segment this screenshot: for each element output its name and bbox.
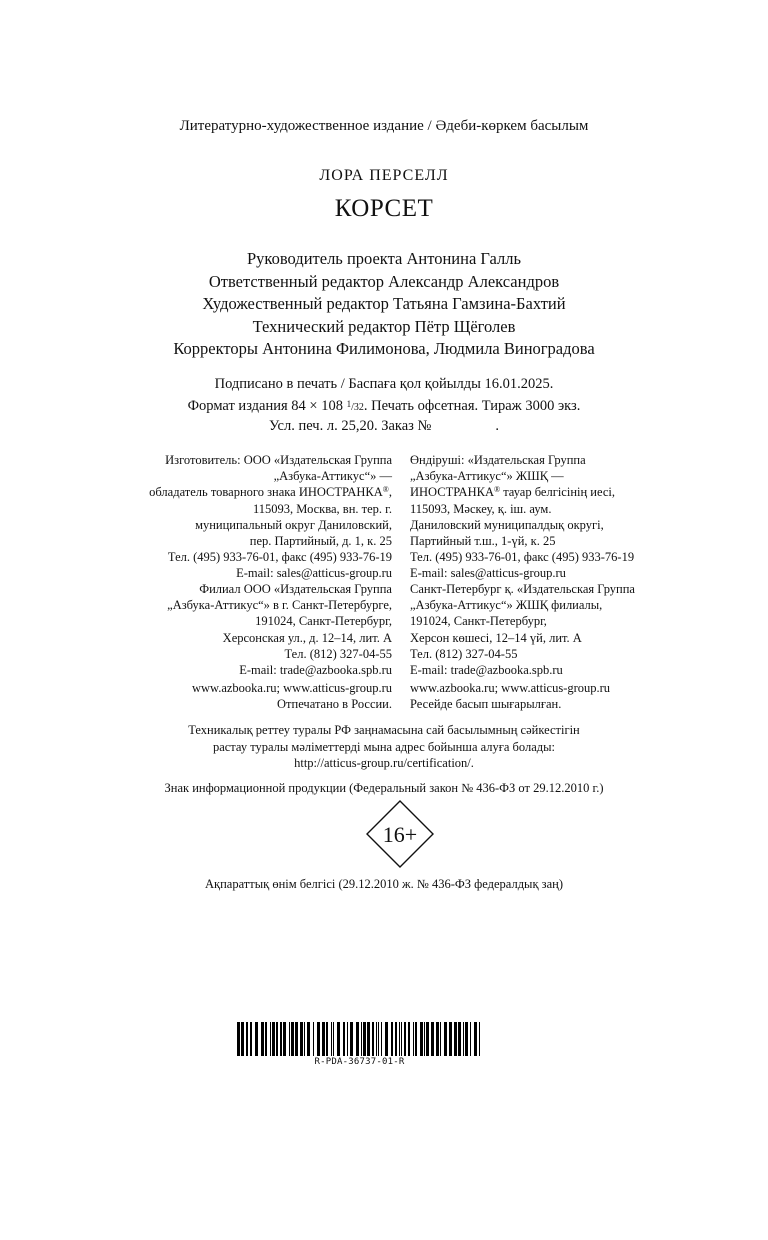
barcode-bar — [444, 1022, 447, 1056]
barcode-bar — [307, 1022, 310, 1056]
barcode-bar — [458, 1022, 461, 1056]
barcode-bar — [280, 1022, 282, 1056]
barcode-bar — [295, 1022, 298, 1056]
barcode-bar — [367, 1022, 370, 1056]
print-info — [0, 375, 768, 437]
credit-line: Руководитель проекта Антонина Галль — [247, 249, 521, 268]
barcode-bar — [399, 1022, 400, 1056]
barcode-bar — [300, 1022, 303, 1056]
print-sheets: Усл. печ. л. 25,20. Заказ № . — [269, 418, 499, 435]
barcode-bar — [331, 1022, 332, 1056]
barcode-bar — [420, 1022, 423, 1056]
info-sign-kz: Ақпараттық өнім белгісі (29.12.2010 ж. № 436-ФЗ федералдық заң) — [205, 877, 563, 891]
barcode-bar — [395, 1022, 397, 1056]
manufacturer-ru: Изготовитель: ООО «Издательская Группа „Азбука-Аттикус“» — обладатель товарного знака ИНОСТРАНКА®, 115093, Москва, вн. тер. г. муниципальный округ Даниловский, пер. Партийный, д. 1, к. 25 Тел. (495) 933-76-01, факс (495) 933-76-19 E-mail: sales@atticus-group.ru — [149, 453, 392, 581]
barcode-bar — [317, 1022, 320, 1056]
barcode-bar — [250, 1022, 252, 1056]
credit-line: Ответственный редактор Александр Александров — [208, 271, 560, 291]
age-rating-label: 16+ — [382, 822, 418, 847]
barcode-bar — [361, 1022, 362, 1056]
barcode-bar — [276, 1022, 278, 1056]
barcode-bar — [347, 1022, 348, 1056]
barcode-bar — [356, 1022, 359, 1056]
barcode-bar — [401, 1022, 402, 1056]
barcode-bar — [454, 1022, 457, 1056]
barcode-bar — [479, 1022, 480, 1056]
barcode-bar — [246, 1022, 248, 1056]
edition-type: Литературно-художественное издание / Әдеби-көркем басылым — [179, 118, 589, 134]
barcode-bar — [449, 1022, 452, 1056]
credit-line: Художественный редактор Татьяна Гамзина-Бахтий — [202, 294, 566, 313]
barcode-bar — [350, 1022, 353, 1056]
barcode-bar — [270, 1022, 271, 1056]
credit-line: Корректоры Антонина Филимонова, Людмила Виноградова — [173, 339, 595, 358]
barcode-bar — [333, 1022, 334, 1056]
barcode-bar — [408, 1022, 410, 1056]
barcode-bar — [415, 1022, 417, 1056]
barcode-bar — [322, 1022, 325, 1056]
barcode-bar — [426, 1022, 429, 1056]
barcode-bar — [313, 1022, 314, 1056]
barcode-bar — [304, 1022, 305, 1056]
barcode-bar — [391, 1022, 393, 1056]
barcode-bar — [378, 1022, 379, 1056]
info-sign-ru: Знак информационной продукции (Федеральный закон № 436-ФЗ от 29.12.2010 г.) — [164, 781, 604, 795]
barcode-bar — [265, 1022, 267, 1056]
signed-date: Подписано в печать / Баспаға қол қойылды 16.01.2025. — [214, 376, 554, 392]
branch-ru: Филиал ООО «Издательская Группа „Азбука-Аттикус“» в г. Санкт-Петербурге, 191024, Санкт-Петербург, Херсонская ул., д. 12–14, лит. А Тел. (812) 327-04-55 E-mail: trade@azbooka.spb.ru — [167, 582, 392, 678]
barcode-bar — [343, 1022, 345, 1056]
print-format: Формат издания 84 × 108 $^1$/32. Печать офсетная. Тираж 3000 экз. — [187, 397, 581, 414]
barcode-code: R-PDA-36737-01-R — [314, 1057, 405, 1067]
barcode-bar — [474, 1022, 477, 1056]
manufacturer-kz: Өндіруші: «Издательская Группа „Азбука-Аттикус“» ЖШҚ — ИНОСТРАНКА® тауар белгісінің иесі, 115093, Мәскеу, қ. іш. аум. Даниловский муниципалдық округі, Партийный т.ш., 1-үй, к. 25 Тел. (495) 933-76-01, факс (495) 933-76-19 E-mail: sales@atticus-group.ru — [410, 453, 635, 581]
barcode-bar — [372, 1022, 374, 1056]
author-name: ЛОРА ПЕРСЕЛЛ — [319, 167, 449, 184]
barcode — [237, 1022, 482, 1056]
branch-kz: Санкт-Петербург қ. «Издательская Группа „Азбука-Аттикус“» ЖШҚ филиалы, 191024, Санкт-Петербург, Херсон көшесі, 12–14 үй, лит. А Тел. (812) 327-04-55 E-mail: trade@azbooka.spb.ru — [410, 582, 635, 678]
barcode-bar — [381, 1022, 382, 1056]
barcode-bar — [436, 1022, 439, 1056]
barcode-bar — [376, 1022, 377, 1056]
barcode-bar — [463, 1022, 464, 1056]
barcode-bar — [424, 1022, 425, 1056]
barcode-bar — [413, 1022, 414, 1056]
barcode-bar — [440, 1022, 441, 1056]
barcode-bar — [465, 1022, 468, 1056]
barcode-bar — [404, 1022, 406, 1056]
barcode-bar — [363, 1022, 366, 1056]
barcode-bar — [283, 1022, 286, 1056]
barcode-bar — [470, 1022, 471, 1056]
barcode-bar — [241, 1022, 244, 1056]
barcode-bar — [261, 1022, 264, 1056]
web-ru: www.azbooka.ru; www.atticus-group.ru Отпечатано в России. — [191, 681, 392, 712]
barcode-bar — [289, 1022, 290, 1056]
barcode-bar — [337, 1022, 340, 1056]
barcode-bar — [255, 1022, 258, 1056]
credit-line: Технический редактор Пётр Щёголев — [252, 316, 516, 336]
book-title: КОРСЕТ — [334, 195, 434, 222]
barcode-bar — [272, 1022, 275, 1056]
barcode-bar — [431, 1022, 434, 1056]
credits-list — [0, 248, 768, 361]
certification-note: Техникалық реттеу туралы РФ заңнамасына сай басылымның сәйкестігін растау туралы мәліметтерді мына адрес бойынша алуға болады: http://atticus-group.ru/certification/. — [188, 723, 580, 770]
barcode-bar — [385, 1022, 388, 1056]
barcode-bar — [326, 1022, 328, 1056]
barcode-bar — [237, 1022, 240, 1056]
web-kz: www.azbooka.ru; www.atticus-group.ru Ресейде басып шығарылған. — [410, 681, 611, 712]
barcode-bar — [291, 1022, 294, 1056]
